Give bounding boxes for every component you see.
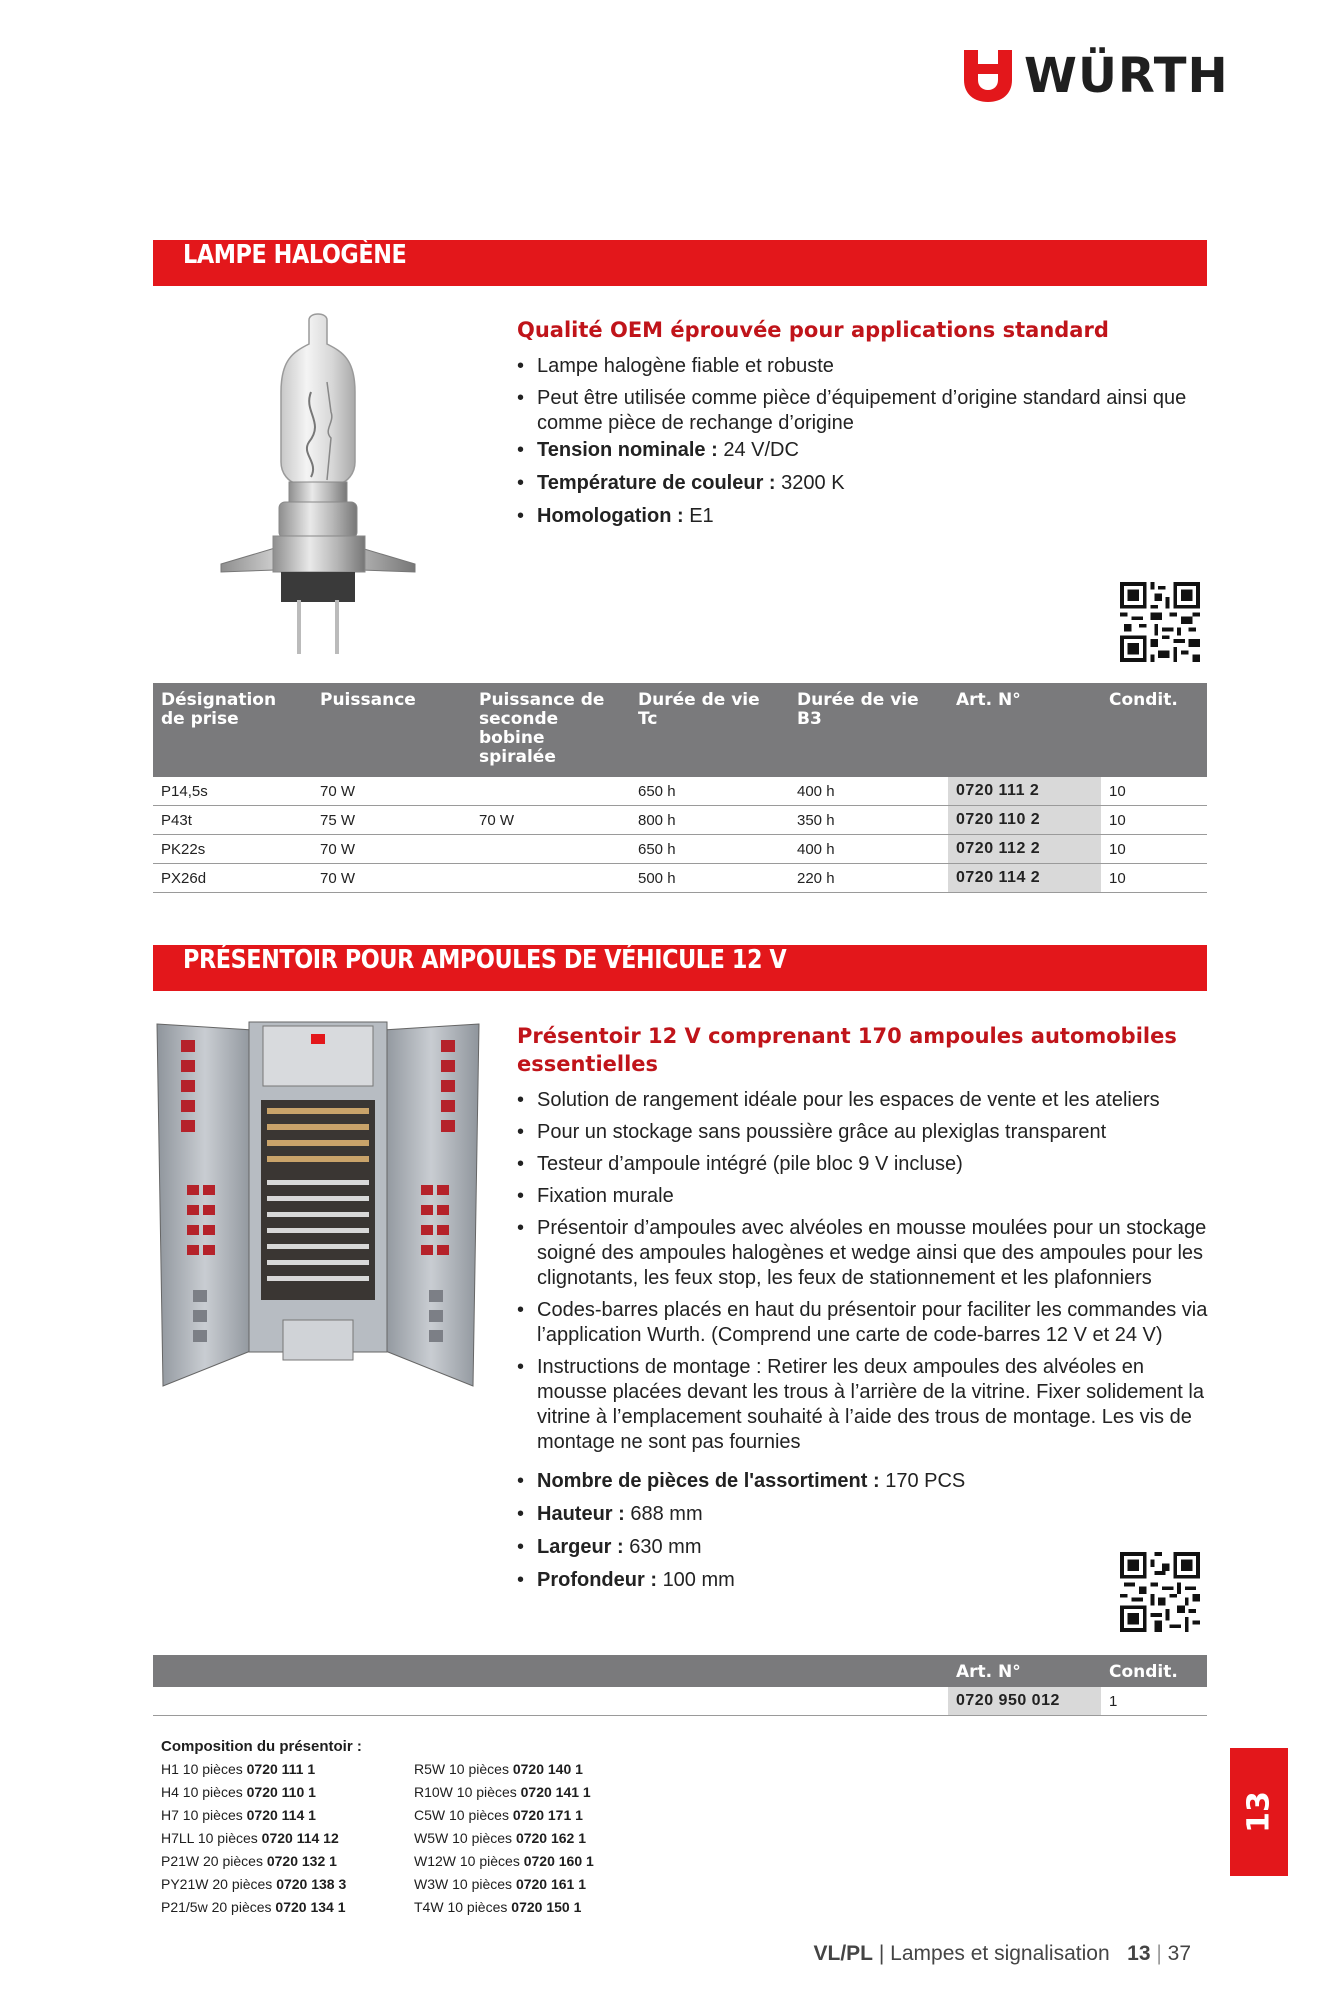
list-item: • Pour un stockage sans poussière grâce au plexiglas transparent xyxy=(517,1120,1217,1145)
list-item: C5W 10 pièces 0720 171 1 xyxy=(414,1807,583,1823)
spec-color-temperature: • Température de couleur : 3200 K xyxy=(517,471,1207,496)
display-order-table xyxy=(153,1655,1207,1716)
spec-height: • Hauteur : 688 mm xyxy=(517,1502,1217,1527)
halogen-spec-table xyxy=(153,683,1207,893)
chapter-tab[interactable] xyxy=(1230,1748,1288,1876)
composition-list-right xyxy=(414,1758,674,1919)
list-item: PY21W 20 pièces 0720 138 3 xyxy=(161,1876,347,1892)
list-item: W12W 10 pièces 0720 160 1 xyxy=(414,1853,594,1869)
list-item: W5W 10 pièces 0720 162 1 xyxy=(414,1830,587,1846)
column-header: Art. N° xyxy=(948,1655,1101,1687)
display-subheading: Présentoir 12 V comprenant 170 ampoules automobiles essentielles xyxy=(517,1024,1177,1076)
table-row: PK22s 70 W 650 h 400 h 0720 112 2 10 xyxy=(153,835,1207,864)
table-header-row xyxy=(153,683,1207,777)
wurth-logo-mark xyxy=(964,50,1012,102)
page-number: 37 xyxy=(1167,1942,1191,1965)
halogen-feature-list xyxy=(517,354,1207,536)
list-item: P21W 20 pièces 0720 132 1 xyxy=(161,1853,337,1869)
halogen-lamp-image xyxy=(215,312,420,657)
article-number: 0720 110 2 xyxy=(948,806,1101,835)
spec-voltage: • Tension nominale : 24 V/DC xyxy=(517,438,1207,463)
column-header: Durée de vie Tc xyxy=(630,683,789,777)
spec-depth: • Profondeur : 100 mm xyxy=(517,1568,1217,1593)
column-header: Condit. xyxy=(1101,1655,1207,1687)
section-header-display xyxy=(153,945,1207,991)
list-item: H4 10 pièces 0720 110 1 xyxy=(161,1784,316,1800)
column-header: Désignation de prise xyxy=(153,683,312,777)
spec-homologation: • Homologation : E1 xyxy=(517,504,1207,529)
list-item: • Lampe halogène fiable et robuste xyxy=(517,354,1207,379)
list-item: • Présentoir d’ampoules avec alvéoles en mousse moulées pour un stockage soigné des ampoules halogènes et wedge ainsi que des ampoules pour les clignotants, les feux stop, les feux de stationnement et les plafonniers xyxy=(517,1216,1217,1291)
section-header-halogen xyxy=(153,240,1207,286)
section-title: PRÉSENTOIR POUR AMPOULES DE VÉHICULE 12 V xyxy=(183,945,787,975)
article-number: 0720 112 2 xyxy=(948,835,1101,864)
spec-width: • Largeur : 630 mm xyxy=(517,1535,1217,1560)
list-item: W3W 10 pièces 0720 161 1 xyxy=(414,1876,587,1892)
table-row: PX26d 70 W 500 h 220 h 0720 114 2 10 xyxy=(153,864,1207,893)
column-header: Condit. xyxy=(1101,683,1207,777)
article-number: 0720 111 2 xyxy=(948,777,1101,806)
wurth-logo xyxy=(964,48,1229,104)
brand-name: WÜRTH xyxy=(1024,48,1229,104)
page-footer: VL/PL | Lampes et signalisation 13 | 37 xyxy=(813,1942,1191,1965)
footer-category: VL/PL xyxy=(813,1942,874,1965)
spec-piece-count: • Nombre de pièces de l'assortiment : 170 PCS xyxy=(517,1469,1217,1494)
list-item: • Instructions de montage : Retirer les deux ampoules des alvéoles en mousse placées devant les trous à l’arrière de la vitrine. Fixer solidement la vitrine à l’emplacement souhaité à l’aide des trous de montage. Les vis de montage ne sont pas fournies xyxy=(517,1355,1217,1455)
list-item: H7 10 pièces 0720 114 1 xyxy=(161,1807,316,1823)
column-header: Durée de vie B3 xyxy=(789,683,948,777)
footer-separator: | xyxy=(878,1942,885,1965)
table-row: 0720 950 012 1 xyxy=(153,1687,1207,1716)
composition-list-left xyxy=(161,1758,411,1919)
table-row: P14,5s 70 W 650 h 400 h 0720 111 2 10 xyxy=(153,777,1207,806)
list-item: • Codes-barres placés en haut du présentoir pour faciliter les commandes via l’application Wurth. (Comprend une carte de code-barres 12 V et 24 V) xyxy=(517,1298,1217,1348)
table-header-row xyxy=(153,1655,1207,1687)
section-title: LAMPE HALOGÈNE xyxy=(183,240,407,270)
list-item: • Fixation murale xyxy=(517,1184,1217,1209)
footer-chapter: 13 xyxy=(1127,1942,1151,1965)
list-item: H1 10 pièces 0720 111 1 xyxy=(161,1761,316,1777)
chapter-tab-number: 13 xyxy=(1241,1791,1277,1833)
footer-section: Lampes et signalisation xyxy=(890,1942,1110,1965)
article-number: 0720 114 2 xyxy=(948,864,1101,893)
composition-title: Composition du présentoir : xyxy=(161,1738,362,1755)
table-row: P43t 75 W 70 W 800 h 350 h 0720 110 2 10 xyxy=(153,806,1207,835)
halogen-subheading: Qualité OEM éprouvée pour applications standard xyxy=(517,318,1109,342)
list-item: R5W 10 pièces 0720 140 1 xyxy=(414,1761,583,1777)
list-item: T4W 10 pièces 0720 150 1 xyxy=(414,1899,582,1915)
list-item: P21/5w 20 pièces 0720 134 1 xyxy=(161,1899,346,1915)
list-item: • Testeur d’ampoule intégré (pile bloc 9 V incluse) xyxy=(517,1152,1217,1177)
list-item: • Peut être utilisée comme pièce d’équipement d’origine standard ainsi que comme pièce de rechange d’origine xyxy=(517,386,1207,436)
list-item: • Solution de rangement idéale pour les espaces de vente et les ateliers xyxy=(517,1088,1217,1113)
column-header: Art. N° xyxy=(948,683,1101,777)
display-feature-list xyxy=(517,1088,1217,1600)
bulb-display-image xyxy=(153,1020,483,1390)
list-item: R10W 10 pièces 0720 141 1 xyxy=(414,1784,591,1800)
list-item: H7LL 10 pièces 0720 114 12 xyxy=(161,1830,339,1846)
article-number: 0720 950 012 xyxy=(948,1687,1101,1716)
column-header: Puissance xyxy=(312,683,471,777)
column-header: Puissance de seconde bobine spiralée xyxy=(471,683,630,777)
qr-code[interactable] xyxy=(1120,582,1200,662)
qr-code[interactable] xyxy=(1120,1552,1200,1632)
